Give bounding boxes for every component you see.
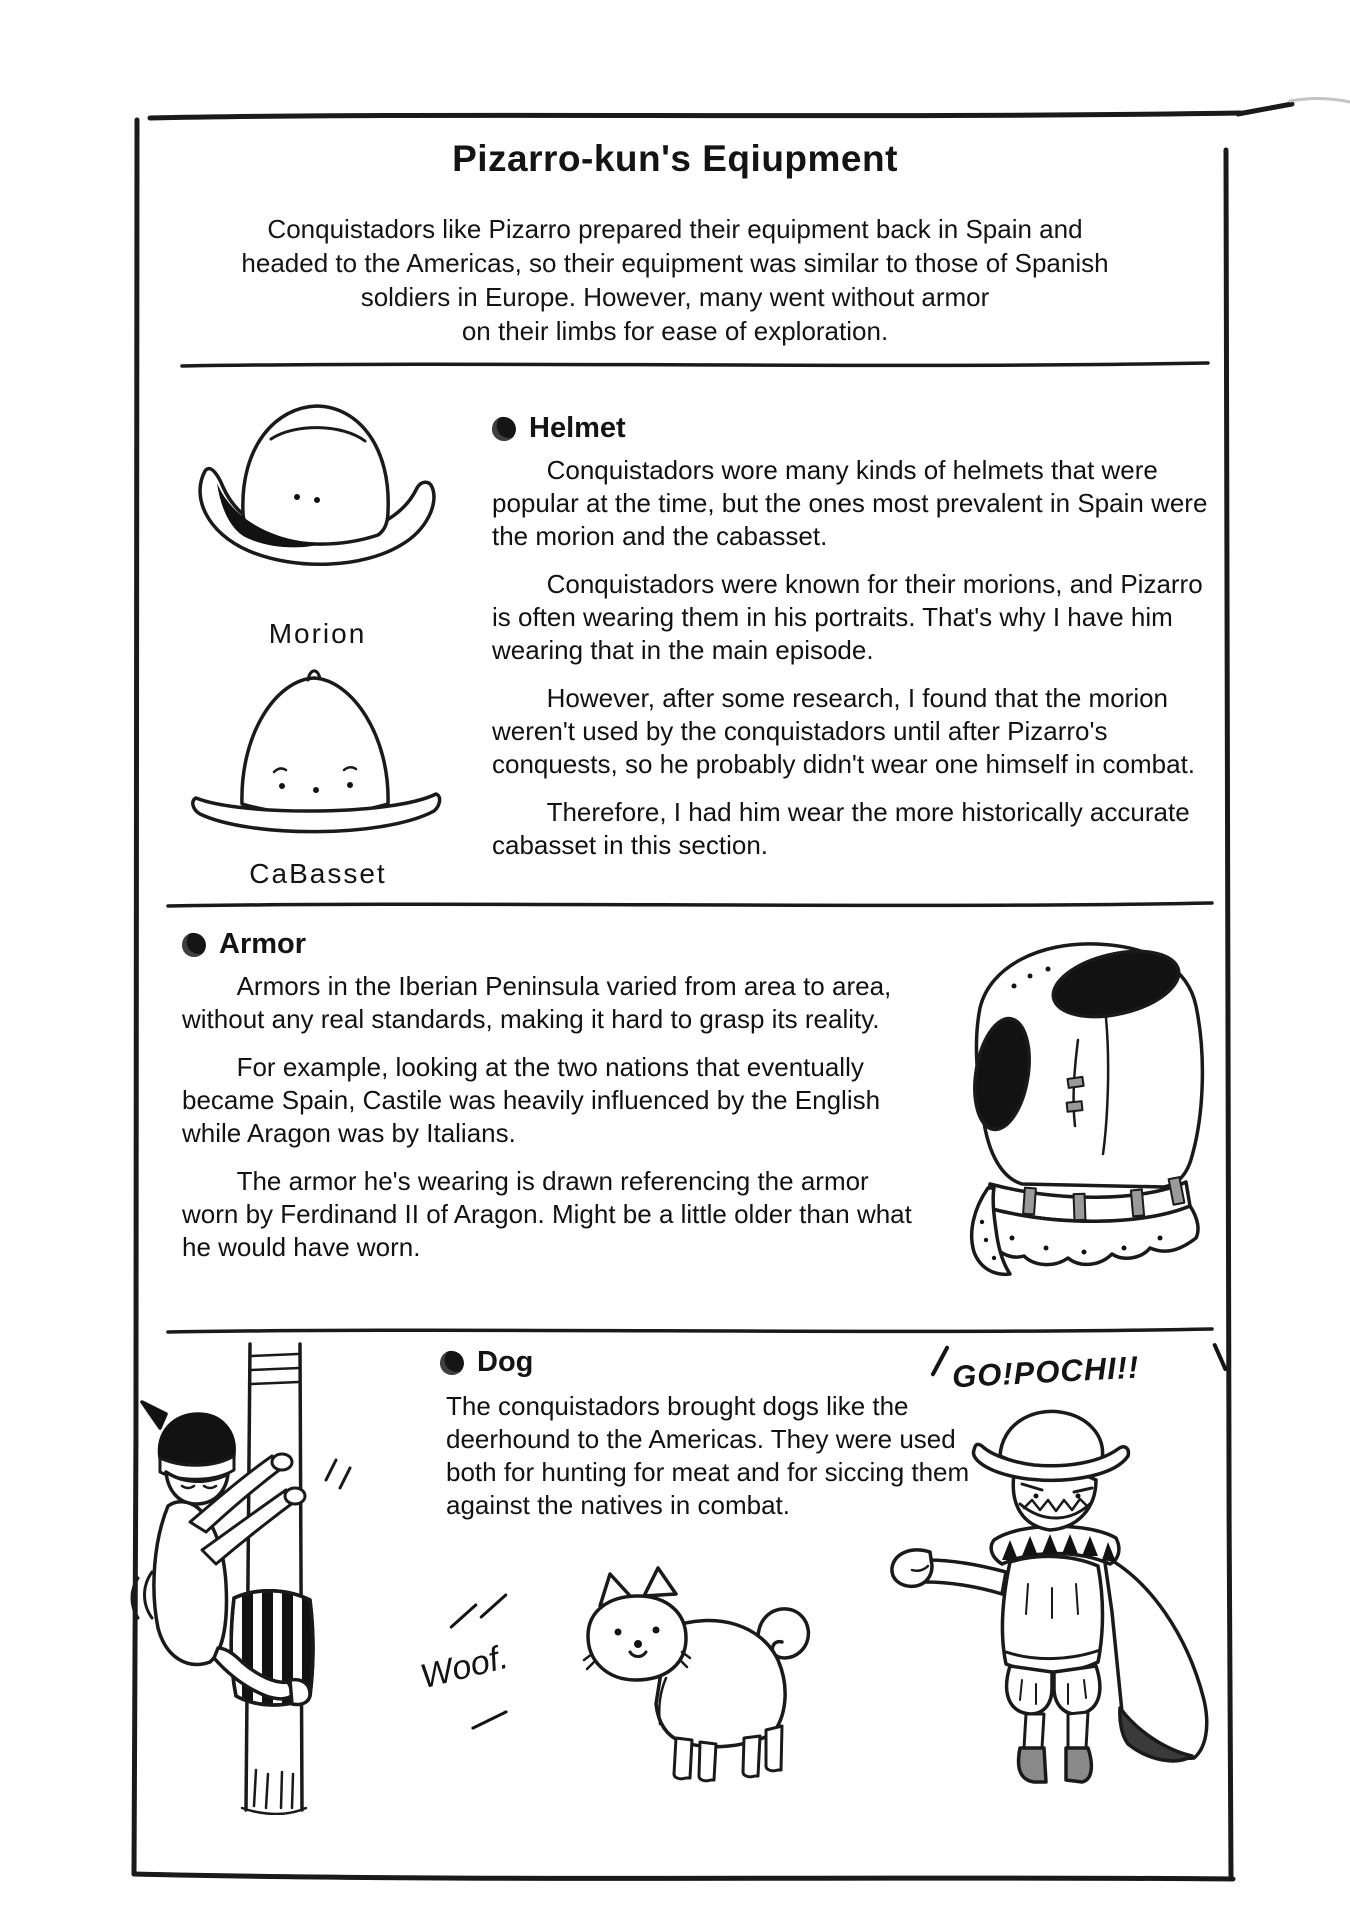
intro-line: Conquistadors like Pizarro prepared their equipment back in Spain and: [267, 214, 1083, 244]
bullet-icon: [438, 1348, 466, 1376]
section-divider: [182, 363, 1208, 366]
bullet-icon: [490, 414, 518, 442]
motion-stroke: [449, 1603, 478, 1629]
helmet-text: [492, 454, 1222, 877]
armor-paragraph: Armors in the Iberian Peninsula varied from area to area, without any real standards, making it hard to grasp its reality.: [182, 971, 892, 1034]
helmet-paragraph: Conquistadors were known for their morions, and Pizarro is often wearing them in his portraits. That's why I have him wearing that in the main episode.: [492, 569, 1203, 665]
armor-paragraph: The armor he's wearing is drawn referencing the armor worn by Ferdinand II of Aragon. Might be a little older than what he would have worn.: [182, 1166, 912, 1262]
section-divider: [168, 903, 1212, 906]
intro-line: headed to the Americas, so their equipment was similar to those of Spanish: [241, 248, 1109, 278]
motion-stroke: [479, 1593, 508, 1619]
intro-text: [125, 212, 1225, 348]
armor-text: [182, 970, 927, 1279]
morion-illustration: [185, 385, 450, 613]
morion-caption: Morion: [268, 618, 367, 649]
bullet-icon: [180, 930, 208, 958]
helmet-heading-label: Helmet: [529, 412, 626, 444]
armor-illustration: [928, 922, 1223, 1314]
cabasset-illustration: [178, 652, 458, 852]
armor-heading-label: Armor: [219, 928, 307, 960]
dog-illustration: [548, 1566, 813, 1796]
intro-line: on their limbs for ease of exploration.: [461, 316, 889, 346]
page-title: Pizarro-kun's Eqiupment: [452, 138, 898, 179]
woof-text: Woof.: [416, 1637, 512, 1697]
armor-heading: [182, 928, 306, 961]
climbing-native-illustration: [130, 1340, 405, 1815]
helmet-paragraph: However, after some research, I found that the morion weren't used by the conquistadors until after Pizarro's conquests, so he probably didn't wear one himself in combat.: [492, 683, 1196, 779]
cabasset-caption: CaBasset: [249, 858, 387, 889]
section-divider: [168, 1329, 1212, 1332]
armor-paragraph: For example, looking at the two nations that eventually became Spain, Castile was heavily influenced by the English while Aragon was by Italians.: [182, 1052, 881, 1148]
conquistador-illustration: [876, 1404, 1231, 1816]
helmet-paragraph: Therefore, I had him wear the more historically accurate cabasset in this section.: [492, 797, 1190, 860]
emphasis-stroke: [930, 1345, 949, 1377]
shout-text: GO!POCHI!!: [951, 1349, 1141, 1395]
helmet-heading: [492, 412, 626, 445]
dog-paragraph: The conquistadors brought dogs like the deerhound to the Americas. They were used both for hunting for meat and for siccing them against the natives in combat.: [446, 1391, 970, 1520]
motion-stroke: [471, 1710, 508, 1730]
helmet-paragraph: Conquistadors wore many kinds of helmets that were popular at the time, but the ones most prevalent in Spain were the morion and the cabasset.: [492, 455, 1208, 551]
dog-heading: [440, 1346, 533, 1379]
dog-heading-label: Dog: [477, 1346, 534, 1378]
intro-line: soldiers in Europe. However, many went without armor: [360, 282, 990, 312]
